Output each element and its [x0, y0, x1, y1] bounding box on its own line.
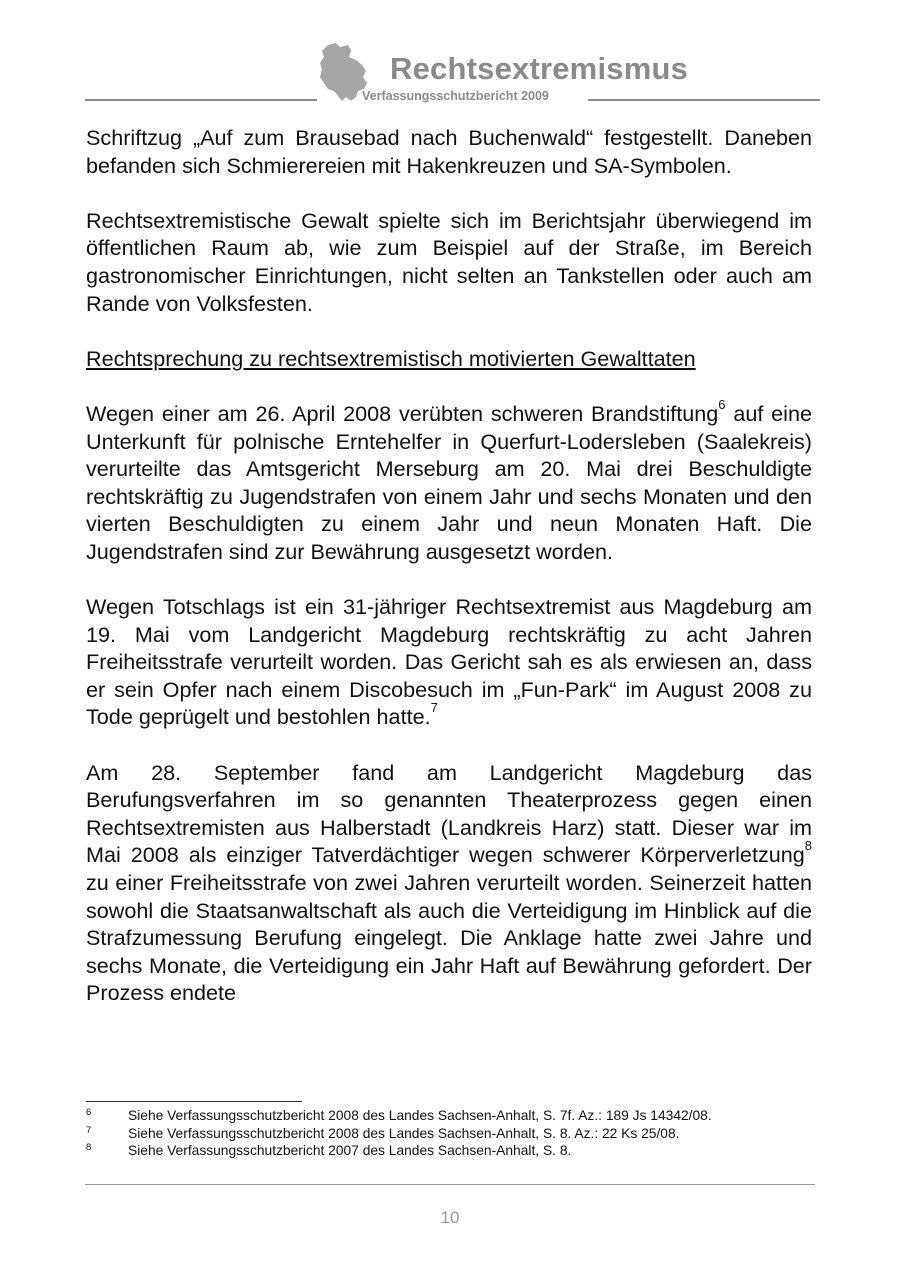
paragraph-1: Schriftzug „Auf zum Brausebad nach Buchenwald“ festgestellt. Daneben befanden sich Schmierereien mit Hakenkreuzen und SA-Symbolen. — [86, 125, 812, 178]
section-heading: Rechtsprechung zu rechtsextremistisch motivierten Gewalttaten — [86, 345, 696, 371]
header-title: Rechtsextremismus — [390, 51, 689, 86]
footnote-divider — [86, 1101, 302, 1102]
paragraph-5-text-a: Am 28. September fand am Landgericht Magdeburg das Berufungsverfahren im so genannten Theaterprozess gegen einen Rechtsextremisten aus Halberstadt (Landkreis Harz) statt. Dieser war im Mai 2008 als einziger Tatverdächtiger wegen schwerer Körperverletzung — [86, 759, 812, 868]
document-body — [86, 124, 812, 1007]
paragraph-3 — [86, 396, 812, 566]
paragraph-3-text-b: auf eine Unterkunft für polnische Erntehelfer in Querfurt-Lodersleben (Saalekreis) verurteilte das Amtsgericht Merseburg am 20. Mai drei Beschuldigte rechtskräftig zu Jugendstrafen von einem Jahr und sechs Monaten und den vierten Beschuldigten zu einem Jahr und neun Monaten Haft. Die Jugendstrafen sind zur Bewährung ausgesetzt worden. — [86, 400, 812, 564]
footnote-item — [86, 1142, 812, 1160]
footnote-item — [86, 1125, 812, 1143]
footnote-ref-8: 8 — [804, 838, 812, 854]
page-number: 10 — [440, 1208, 460, 1227]
footnote-ref-6: 6 — [718, 396, 726, 412]
header-rule-left — [85, 99, 317, 101]
footnote-item — [86, 1107, 812, 1125]
paragraph-5 — [86, 759, 812, 1007]
header-subtitle: Verfassungsschutzbericht 2009 — [362, 89, 549, 103]
paragraph-5-text-b: zu einer Freiheitsstrafe von zwei Jahren verurteilt worden. Seinerzeit hatten sowohl die Staatsanwaltschaft als auch die Verteidigung im Hinblick auf die Strafzumessung Berufung eingelegt. Die Anklage hatte zwei Jahre und sechs Monate, die Verteidigung ein Jahr Haft auf Bewährung gefordert. Der Prozess endete — [86, 870, 812, 1006]
paragraph-2: Rechtsextremistische Gewalt spielte sich im Berichtsjahr überwiegend im öffentlichen Raum ab, wie zum Beispiel auf der Straße, im Bereich gastronomischer Einrichtungen, nicht selten an Tankstellen oder auch am Rande von Volksfesten. — [86, 207, 812, 316]
header-rule-right — [588, 99, 820, 101]
footnotes — [86, 1107, 812, 1160]
footnote-ref-7: 7 — [430, 700, 438, 716]
footnote-number: 6 — [86, 1107, 92, 1118]
footnote-number: 8 — [86, 1142, 92, 1153]
footer-rule — [85, 1184, 815, 1185]
paragraph-4 — [86, 593, 812, 731]
footnote-text: Siehe Verfassungsschutzbericht 2008 des Landes Sachsen-Anhalt, S. 7f. Az.: 189 Js 14342/08. — [128, 1108, 712, 1123]
footnote-text: Siehe Verfassungsschutzbericht 2008 des Landes Sachsen-Anhalt, S. 8. Az.: 22 Ks 25/08. — [128, 1125, 680, 1141]
paragraph-3-text-a: Wegen einer am 26. April 2008 verübten schweren Brandstiftung — [86, 400, 719, 426]
footnote-number: 7 — [86, 1124, 92, 1136]
footnote-text: Siehe Verfassungsschutzbericht 2007 des Landes Sachsen-Anhalt, S. 8. — [128, 1143, 572, 1158]
paragraph-4-text: Wegen Totschlags ist ein 31-jähriger Rechtsextremist aus Magdeburg am 19. Mai vom Landgericht Magdeburg rechtskräftig zu acht Jahren Freiheitsstrafe verurteilt worden. Das Gericht sah es als erwiesen an, dass er sein Opfer nach einem Discobesuch im „Fun-Park“ im August 2008 zu Tode geprügelt und bestohlen hatte. — [86, 594, 812, 730]
